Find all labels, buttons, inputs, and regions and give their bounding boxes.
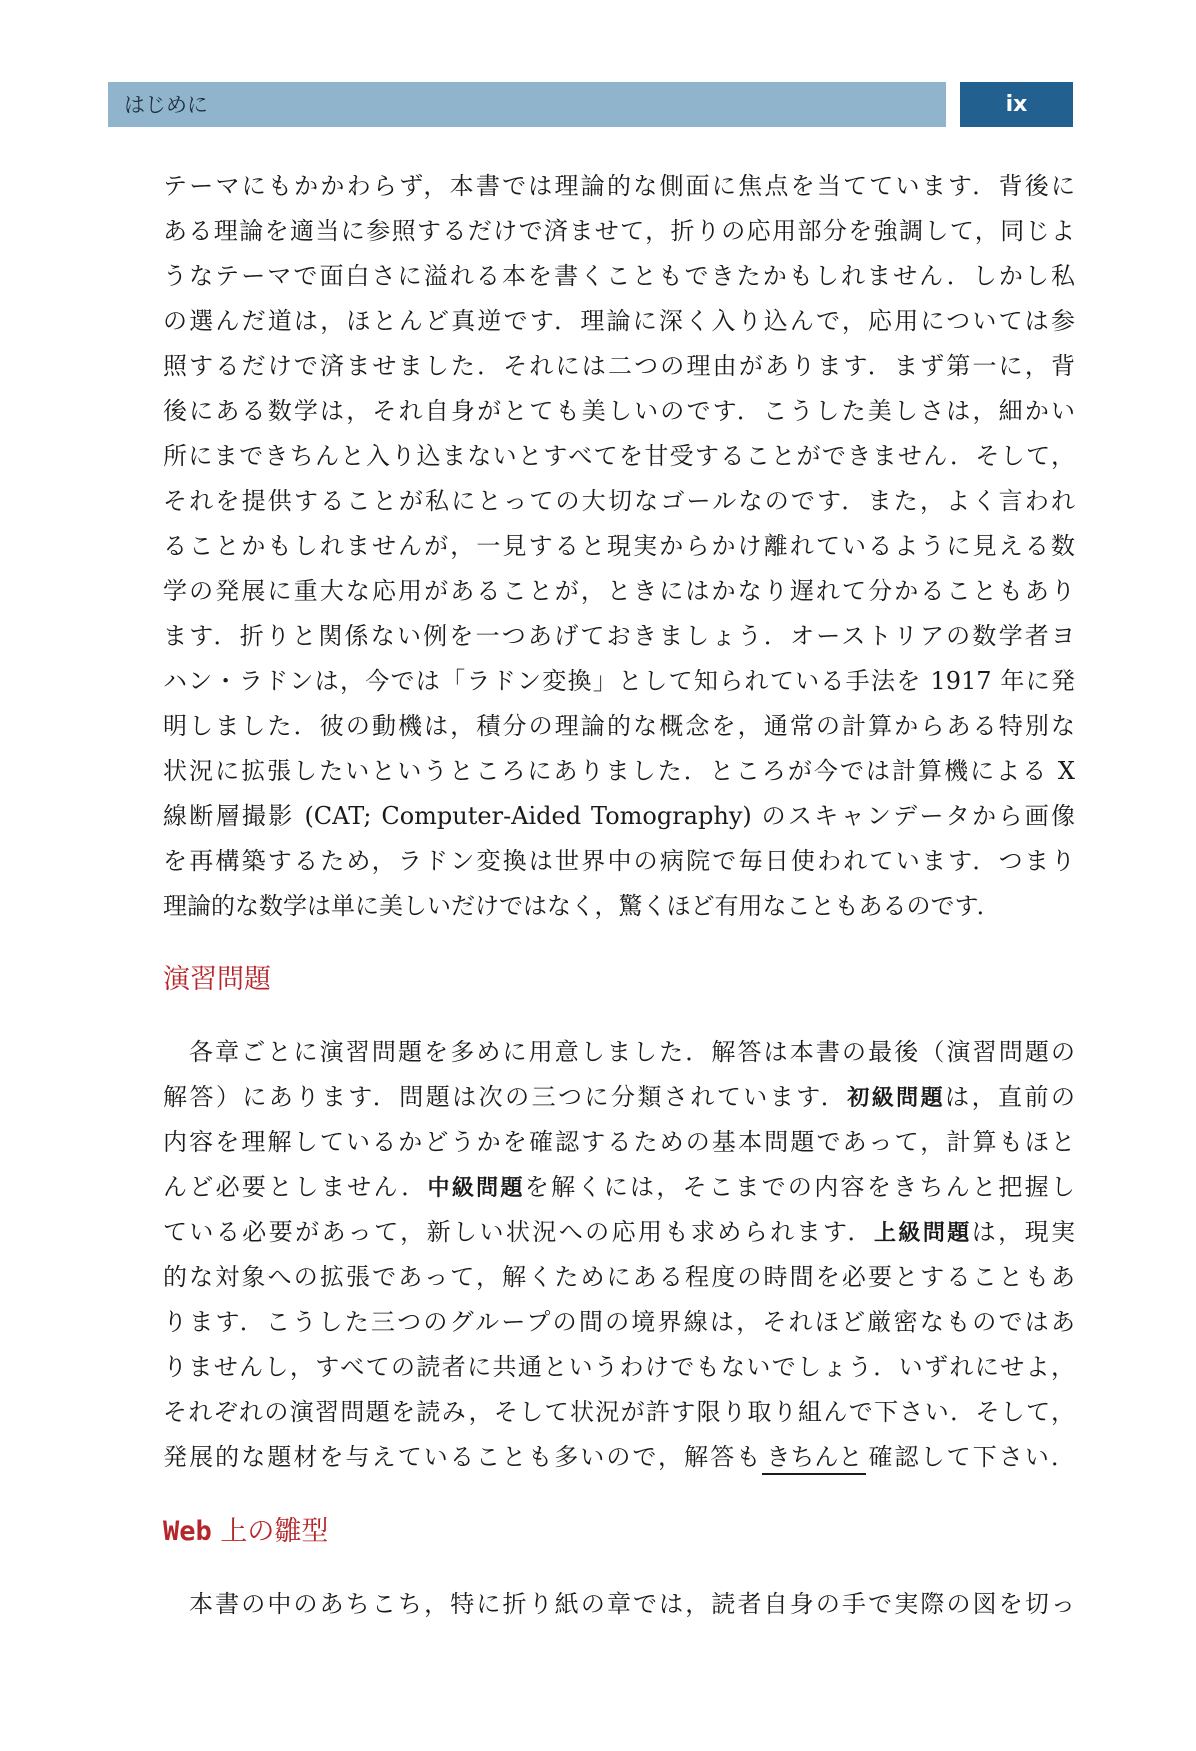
underlined-phrase: きちんと: [762, 1441, 866, 1475]
text-line: 明しました．彼の動機は，積分の理論的な概念を，通常の計算からある特別な: [163, 712, 1075, 740]
text-line: 理論的な数学は単に美しいだけではなく，驚くほど有用なこともあるのです．: [163, 892, 1001, 920]
text-span: は，現実: [971, 1218, 1076, 1246]
text-line: ることかもしれませんが，一見すると現実からかけ離れているように見える数: [163, 532, 1075, 560]
text-line: [163, 1212, 1075, 1252]
text-line: 所にまできちんと入り込まないとすべてを甘受することができません．そして，: [163, 442, 1075, 470]
term-beginner-problems: 初級問題: [847, 1086, 946, 1111]
text-line: 状況に拡張したいというところにありました．ところが今では計算機による X: [163, 757, 1075, 785]
text-line: それぞれの演習問題を読み，そして状況が許す限り取り組んで下さい．そして，: [163, 1398, 1075, 1426]
text-line: りませんし，すべての読者に共通というわけでもないでしょう．いずれにせよ，: [163, 1353, 1075, 1381]
text-span: は，直前の: [945, 1083, 1075, 1111]
text-line: ります．こうした三つのグループの間の境界線は，それほど厳密なものではあ: [163, 1308, 1075, 1336]
heading-web: Web: [163, 1516, 212, 1547]
text-line: 学の発展に重大な応用があることが，ときにはかなり遅れて分かることもあり: [163, 577, 1075, 605]
text-line: 線断層撮影 (CAT; Computer-Aided Tomography) のスキャンデータから画像: [163, 802, 1075, 830]
text-span: 発展的な題材を与えていることも多いので，解答も: [163, 1443, 763, 1471]
text-span: 解答）にあります．問題は次の三つに分類されています．: [163, 1083, 848, 1111]
text-line: 内容を理解しているかどうかを確認するための基本問題であって，計算もほと: [163, 1128, 1075, 1156]
text-line: ある理論を適当に参照するだけで済ませて，折りの応用部分を強調して，同じよ: [163, 217, 1075, 245]
text-line: それを提供することが私にとっての大切なゴールなのです．また，よく言われ: [163, 487, 1075, 515]
text-span: ている必要があって，新しい状況への応用も求められます．: [163, 1218, 874, 1246]
text-span: 確認して下さい．: [866, 1443, 1075, 1471]
text-line: ます．折りと関係ない例を一つあげておきましょう．オーストリアの数学者ヨ: [163, 622, 1075, 650]
running-header-title: はじめに: [124, 93, 208, 117]
text-line: [163, 1167, 1075, 1207]
page-number: ix: [960, 82, 1073, 127]
text-line: [163, 1437, 1075, 1477]
text-span: んど必要としません．: [163, 1173, 428, 1201]
text-line: 各章ごとに演習問題を多めに用意しました．解答は本書の最後（演習問題の: [189, 1038, 1075, 1066]
text-line: の選んだ道は，ほとんど真逆です．理論に深く入り込んで，応用については参: [163, 307, 1075, 335]
text-line: を再構築するため，ラドン変換は世界中の病院で毎日使われています．つまり: [163, 847, 1075, 875]
text-line: ハン・ラドンは，今では「ラドン変換」として知られている手法を 1917 年に発: [163, 667, 1075, 695]
section-heading-exercises: 演習問題: [163, 964, 271, 995]
term-advanced-problems: 上級問題: [873, 1221, 972, 1246]
section-heading-web-templates: [163, 1512, 328, 1552]
text-line: うなテーマで面白さに溢れる本を書くこともできたかもしれません．しかし私: [163, 262, 1075, 290]
text-line: 後にある数学は，それ自身がとても美しいのです．こうした美しさは，細かい: [163, 397, 1075, 425]
header-bar: [108, 82, 946, 127]
text-line: 本書の中のあちこち，特に折り紙の章では，読者自身の手で実際の図を切っ: [189, 1590, 1075, 1618]
term-intermediate-problems: 中級問題: [427, 1176, 525, 1201]
text-line: 的な対象への拡張であって，解くためにある程度の時間を必要とすることもあ: [163, 1263, 1075, 1291]
text-span: を解くには，そこまでの内容をきちんと把握し: [524, 1173, 1075, 1201]
text-line: [163, 1077, 1075, 1117]
heading-rest: 上の雛型: [220, 1516, 329, 1547]
text-line: 照するだけで済ませました．それには二つの理由があります．まず第一に，背: [163, 352, 1075, 380]
text-line: テーマにもかかわらず，本書では理論的な側面に焦点を当てています．背後に: [163, 172, 1075, 200]
